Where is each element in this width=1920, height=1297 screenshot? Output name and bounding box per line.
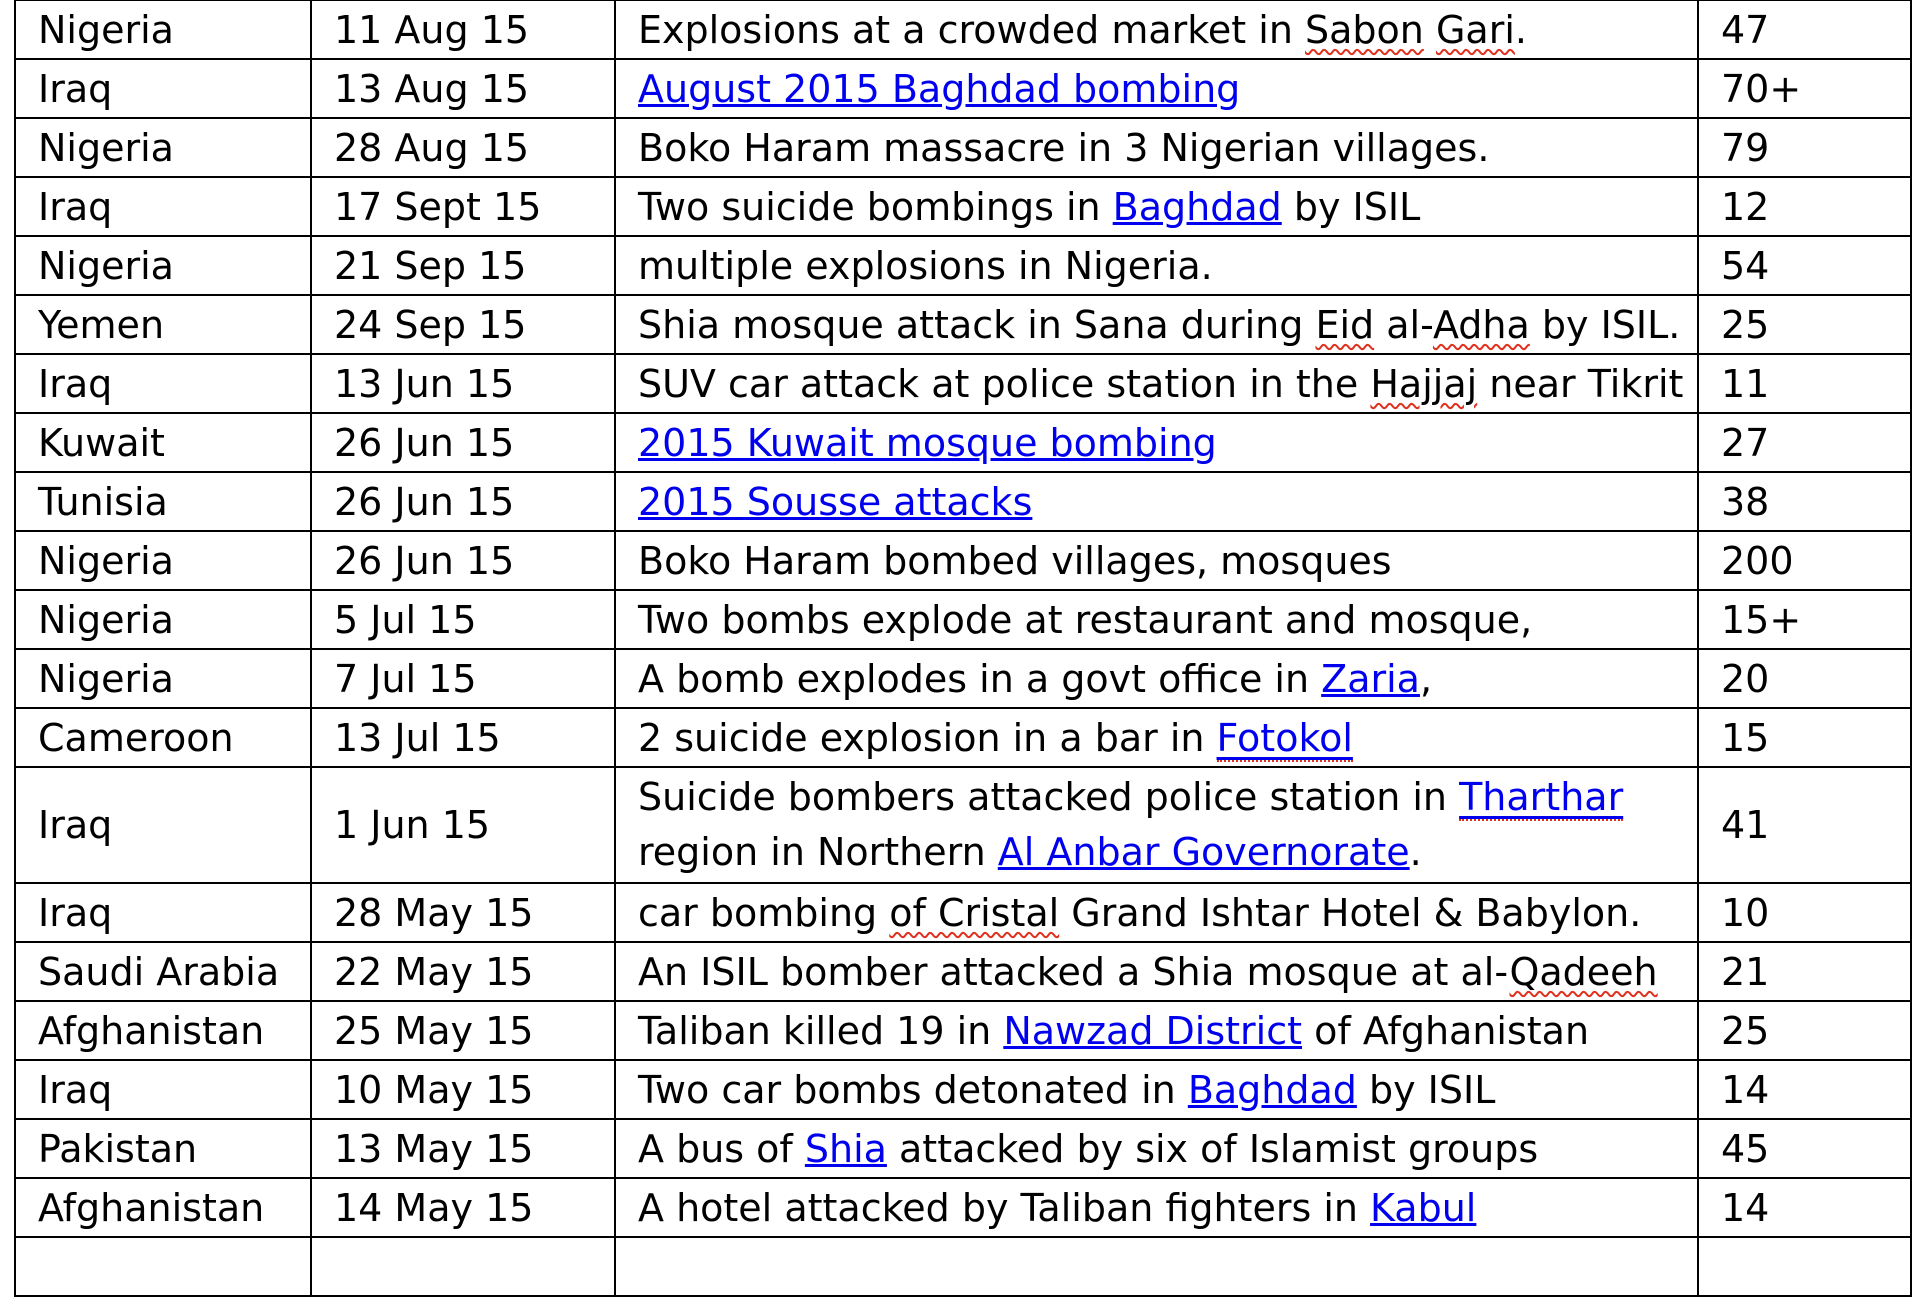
date-cell: 5 Jul 15 <box>311 590 615 649</box>
table-row <box>15 0 1911 59</box>
country-cell: Pakistan <box>15 1119 311 1178</box>
country-cell: Nigeria <box>15 118 311 177</box>
date-cell: 13 Aug 15 <box>311 59 615 118</box>
description-link[interactable]: Zaria <box>1321 656 1420 701</box>
description-cell <box>615 883 1698 942</box>
country-cell: Iraq <box>15 354 311 413</box>
country-cell: Nigeria <box>15 590 311 649</box>
description-text: by ISIL <box>1281 184 1421 229</box>
description-link[interactable]: Shia <box>804 1126 887 1171</box>
description-text: by ISIL <box>1356 1067 1496 1112</box>
date-cell: 7 Jul 15 <box>311 649 615 708</box>
date-cell: 21 Sep 15 <box>311 236 615 295</box>
description-cell <box>615 1119 1698 1178</box>
country-cell: Saudi Arabia <box>15 942 311 1001</box>
description-text: 2 suicide explosion in a bar in <box>638 715 1217 760</box>
description-text: Eid <box>1315 302 1375 347</box>
description-text: al- <box>1374 302 1433 347</box>
description-text: near Tikrit <box>1477 361 1684 406</box>
country-cell: Nigeria <box>15 236 311 295</box>
deaths-cell: 25 <box>1698 1001 1911 1060</box>
description-text: A bomb explodes in a govt office in <box>638 656 1322 701</box>
description-text: . <box>1514 7 1527 52</box>
description-text: Shia mosque attack in Sana during <box>638 302 1316 347</box>
description-text: Grand Ishtar Hotel & Babylon. <box>1059 890 1642 935</box>
table-row-partial <box>15 1237 1911 1296</box>
description-text: Adha <box>1432 302 1530 347</box>
table-row <box>15 1119 1911 1178</box>
country-cell: Afghanistan <box>15 1178 311 1237</box>
description-text: An ISIL bomber attacked a Shia mosque at al- <box>638 949 1510 994</box>
table-row <box>15 531 1911 590</box>
description-link[interactable]: 2015 Kuwait mosque bombing <box>638 420 1217 465</box>
deaths-cell: 11 <box>1698 354 1911 413</box>
date-cell: 14 May 15 <box>311 1178 615 1237</box>
deaths-cell: 10 <box>1698 883 1911 942</box>
table-row <box>15 767 1911 883</box>
table-row <box>15 413 1911 472</box>
description-text: attacked by six of Islamist groups <box>886 1126 1539 1171</box>
description-link[interactable]: Kabul <box>1370 1185 1477 1230</box>
description-text: region in Northern <box>638 830 998 874</box>
date-cell: 24 Sep 15 <box>311 295 615 354</box>
description-text: Explosions at a crowded market in <box>638 7 1305 52</box>
cell-empty <box>311 1237 615 1296</box>
date-cell: 10 May 15 <box>311 1060 615 1119</box>
date-cell: 28 May 15 <box>311 883 615 942</box>
description-link[interactable]: Al Anbar Governorate <box>997 830 1410 874</box>
table-row <box>15 118 1911 177</box>
description-cell <box>615 236 1698 295</box>
deaths-cell: 21 <box>1698 942 1911 1001</box>
deaths-cell: 20 <box>1698 649 1911 708</box>
description-cell <box>615 177 1698 236</box>
description-text: Boko Haram bombed villages, mosques <box>638 538 1392 583</box>
table-row <box>15 1001 1911 1060</box>
date-cell: 17 Sept 15 <box>311 177 615 236</box>
description-text: A hotel attacked by Taliban fighters in <box>638 1185 1371 1230</box>
description-text <box>1424 8 1436 52</box>
table-row <box>15 708 1911 767</box>
description-cell <box>615 413 1698 472</box>
description-cell <box>615 0 1698 59</box>
country-cell: Nigeria <box>15 649 311 708</box>
date-cell: 11 Aug 15 <box>311 0 615 59</box>
cell-empty <box>615 1237 1698 1296</box>
date-cell: 13 Jul 15 <box>311 708 615 767</box>
country-cell: Nigeria <box>15 531 311 590</box>
deaths-cell: 25 <box>1698 295 1911 354</box>
country-cell: Afghanistan <box>15 1001 311 1060</box>
description-text: by ISIL. <box>1529 302 1681 347</box>
description-cell <box>615 708 1698 767</box>
description-text: A bus of <box>638 1126 805 1171</box>
description-link[interactable]: Fotokol <box>1216 715 1353 760</box>
date-cell: 22 May 15 <box>311 942 615 1001</box>
description-text: . <box>1409 830 1422 874</box>
description-text: of Cristal <box>889 890 1060 935</box>
description-text: SUV car attack at police station in the <box>638 361 1371 406</box>
deaths-cell: 15 <box>1698 708 1911 767</box>
country-cell: Yemen <box>15 295 311 354</box>
description-cell <box>615 767 1698 883</box>
description-link[interactable]: Baghdad <box>1187 1067 1357 1112</box>
country-cell: Iraq <box>15 59 311 118</box>
table-row <box>15 295 1911 354</box>
description-text: Two car bombs detonated in <box>638 1067 1188 1112</box>
description-text: Gari <box>1435 7 1515 52</box>
description-text: Two bombs explode at restaurant and mosque, <box>638 597 1533 642</box>
deaths-cell: 41 <box>1698 767 1911 883</box>
table-body <box>15 0 1911 1296</box>
table-row <box>15 883 1911 942</box>
description-text: Sabon <box>1305 7 1424 52</box>
description-text: multiple explosions in Nigeria. <box>638 243 1213 288</box>
date-cell: 1 Jun 15 <box>311 767 615 883</box>
date-cell: 26 Jun 15 <box>311 413 615 472</box>
deaths-cell: 38 <box>1698 472 1911 531</box>
country-cell: Nigeria <box>15 0 311 59</box>
country-cell: Iraq <box>15 767 311 883</box>
description-text: , <box>1419 656 1433 701</box>
description-link[interactable]: 2015 Sousse attacks <box>638 479 1033 524</box>
description-link[interactable]: Baghdad <box>1112 184 1282 229</box>
description-text: Taliban killed 19 in <box>638 1008 1004 1053</box>
table-row <box>15 942 1911 1001</box>
description-cell <box>615 531 1698 590</box>
description-link[interactable]: Nawzad District <box>1003 1008 1303 1053</box>
date-cell: 26 Jun 15 <box>311 472 615 531</box>
table-row <box>15 649 1911 708</box>
deaths-cell: 47 <box>1698 0 1911 59</box>
description-link[interactable]: Tharthar <box>1459 775 1624 819</box>
date-cell: 13 Jun 15 <box>311 354 615 413</box>
description-cell <box>615 1060 1698 1119</box>
deaths-cell: 27 <box>1698 413 1911 472</box>
table-row <box>15 236 1911 295</box>
deaths-cell: 70+ <box>1698 59 1911 118</box>
description-text: car bombing <box>638 890 890 935</box>
date-cell: 28 Aug 15 <box>311 118 615 177</box>
attacks-table <box>14 0 1912 1297</box>
country-cell: Iraq <box>15 177 311 236</box>
description-text: Two suicide bombings in <box>638 184 1113 229</box>
country-cell: Kuwait <box>15 413 311 472</box>
table-row <box>15 1060 1911 1119</box>
table-row <box>15 59 1911 118</box>
country-cell: Iraq <box>15 1060 311 1119</box>
deaths-cell: 14 <box>1698 1178 1911 1237</box>
country-cell: Tunisia <box>15 472 311 531</box>
country-cell: Cameroon <box>15 708 311 767</box>
deaths-cell: 200 <box>1698 531 1911 590</box>
description-cell <box>615 118 1698 177</box>
document-page <box>14 0 1910 1297</box>
table-row <box>15 354 1911 413</box>
description-cell <box>615 1001 1698 1060</box>
description-cell <box>615 649 1698 708</box>
description-link[interactable]: August 2015 Baghdad bombing <box>638 66 1241 111</box>
cell-empty <box>1698 1237 1911 1296</box>
description-text: Hajjaj <box>1370 361 1478 406</box>
description-cell <box>615 590 1698 649</box>
table-row <box>15 472 1911 531</box>
cell-empty <box>15 1237 311 1296</box>
table-row <box>15 177 1911 236</box>
description-text: Boko Haram massacre in 3 Nigerian villages. <box>638 125 1490 170</box>
description-text: Qadeeh <box>1509 949 1658 994</box>
table-row <box>15 590 1911 649</box>
description-cell <box>615 472 1698 531</box>
description-cell <box>615 354 1698 413</box>
deaths-cell: 15+ <box>1698 590 1911 649</box>
description-text: of Afghanistan <box>1302 1008 1590 1053</box>
date-cell: 25 May 15 <box>311 1001 615 1060</box>
deaths-cell: 79 <box>1698 118 1911 177</box>
date-cell: 26 Jun 15 <box>311 531 615 590</box>
date-cell: 13 May 15 <box>311 1119 615 1178</box>
deaths-cell: 14 <box>1698 1060 1911 1119</box>
deaths-cell: 54 <box>1698 236 1911 295</box>
description-cell <box>615 59 1698 118</box>
description-cell <box>615 942 1698 1001</box>
description-cell <box>615 1178 1698 1237</box>
country-cell: Iraq <box>15 883 311 942</box>
table-row <box>15 1178 1911 1237</box>
deaths-cell: 12 <box>1698 177 1911 236</box>
description-cell <box>615 295 1698 354</box>
deaths-cell: 45 <box>1698 1119 1911 1178</box>
description-text: Suicide bombers attacked police station in <box>638 775 1460 819</box>
